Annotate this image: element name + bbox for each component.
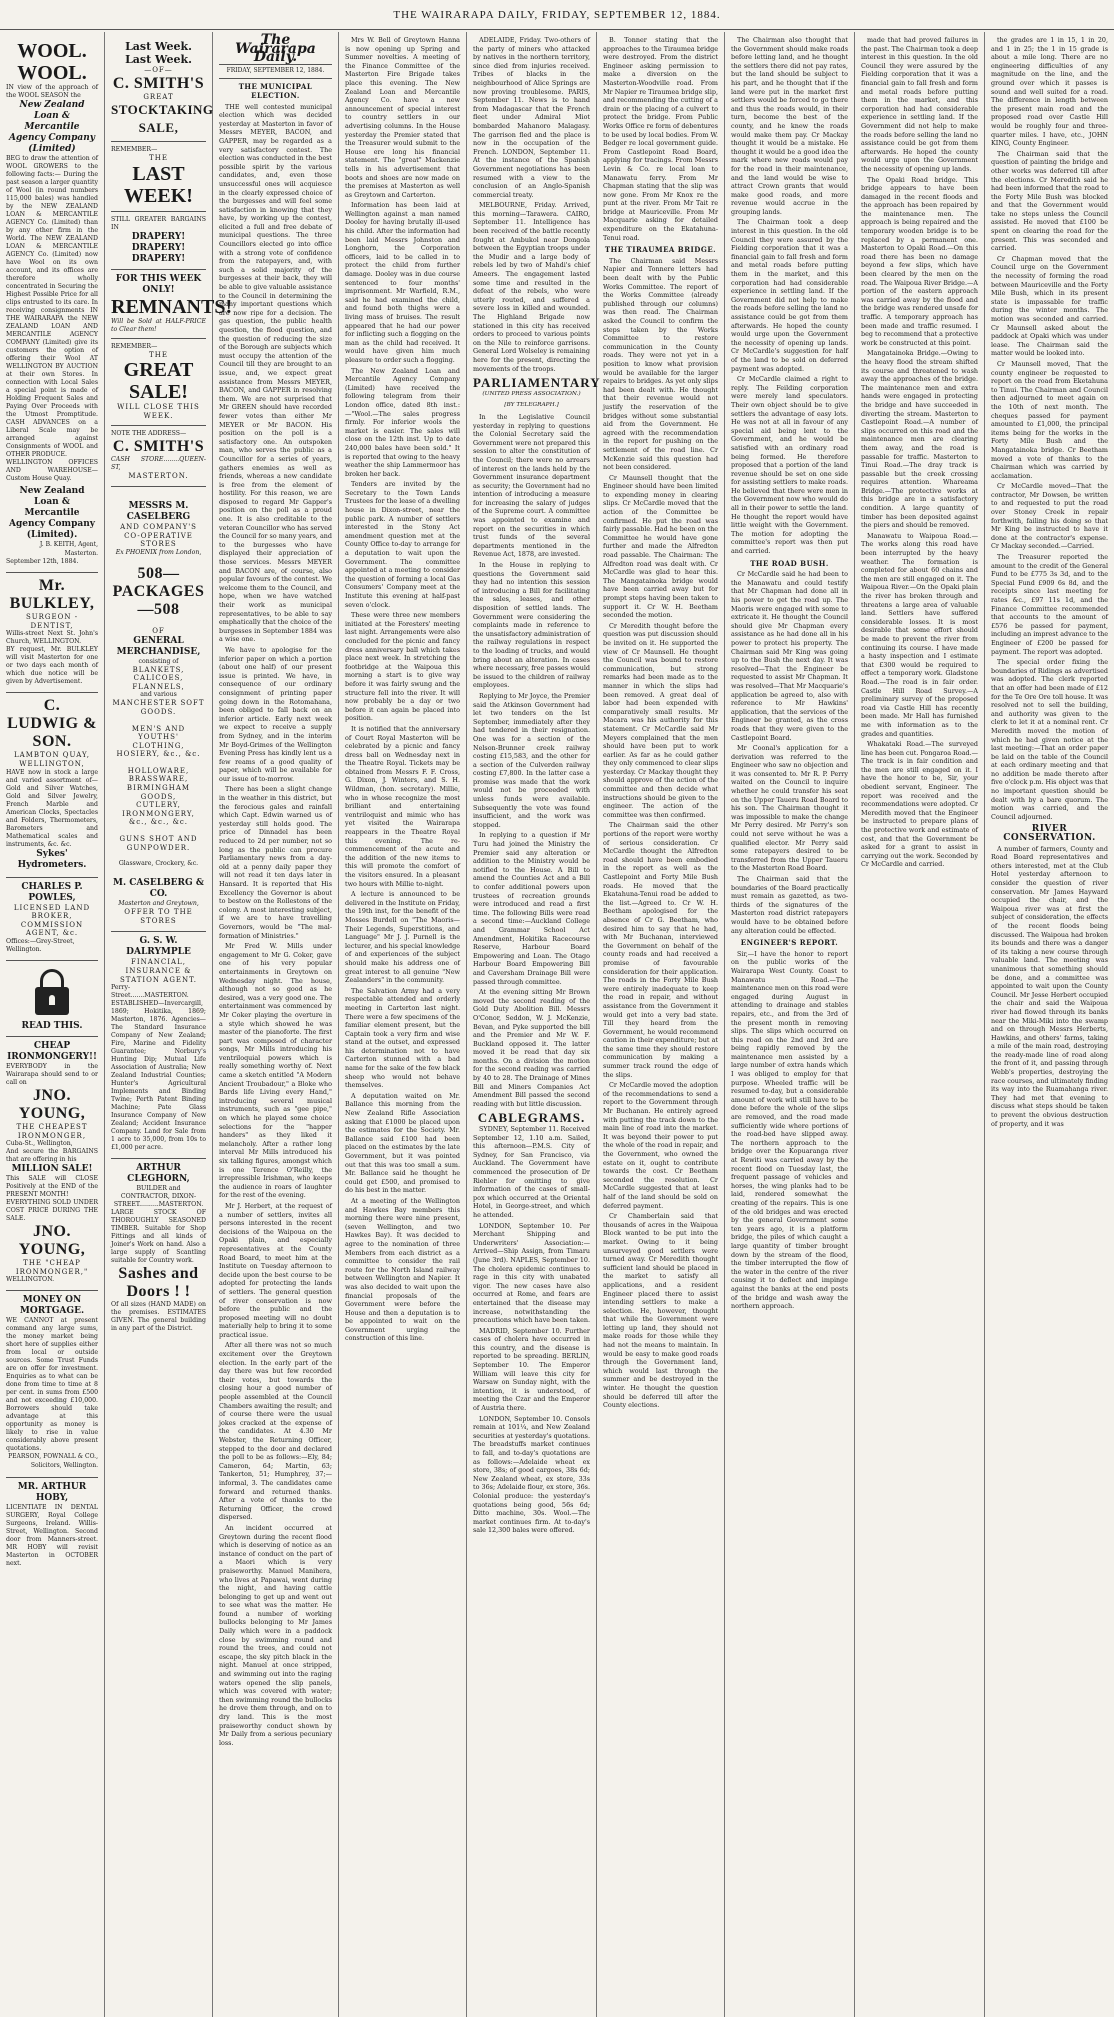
article-paragraph: Mr Coonal's application for a derivation was referred to the Engineer who saw no objection and it was consented to. Mr R. P. Perry waited on the Council to inquire whether he could transfer his seat on the Upper Taueru Road Board to his son. The Chairman thought it was impossible to make the change Mr Perry desired. Mr Perry's son could not serve without he was a qualified elector. Mr Perry said some ratepayers desired to be transferred from the Upper Taueru to the Masterton Road Board. <box>731 744 848 873</box>
money-firm: PEARSON, FOWNALL & CO., Solicitors, Wellington. <box>8 1453 98 1469</box>
column-9-river-conservation <box>985 32 1114 2017</box>
of-2: OF <box>152 626 165 635</box>
note-address: NOTE THE ADDRESS— <box>111 429 187 437</box>
paper-dateline: FRIDAY, SEPTEMBER 12, 1884. <box>219 64 332 76</box>
glassware: Glassware, Crockery, &c. <box>118 860 199 868</box>
read-this: READ THIS. <box>21 1020 83 1031</box>
bulkley-sub: SURGEON - DENTIST, <box>25 613 79 630</box>
article-paragraph: Cr McCardle said he had been to the Manawatu and could testify that Mr Chapman had done all in his power to get the road up. The Maoris were engaged with some to extricate it. He thought the Council should give Mr Chapman every assistance as he had done all in his power to protect his property. The Chairman said Mr King was going up to the Bush the next day. It was resolved—That the Engineer be requested to assist Mr Chapman. It was resolved—That Mr Macquarie's application be agreed to, also with reference to Mr Hawkins' application, that the services of the Engineer be granted, as the cross roads that they were given to the Castlepoint Board. <box>731 570 848 742</box>
article-paragraph: Cr McCardle moved—That the contractor, Mr Dowsen, be written to and requested to put the road over Stoney Creek in repair forthwith, failing his doing so that Mr King be instructed to have it done at the contractor's expense. Cr Mackay seconded.—Carried. <box>991 482 1108 551</box>
article-paragraph: The Opaki Road bridge. This bridge appears to have been damaged in the recent floods and the approach has been repaired by the maintenance men. The approach is being repaired and the temporary wooden bridge is to be replaced by a permanent one. Masterton to Opaki Road.—On this road there has been no damage beyond a few slips, which have been cleared by the men on the road. The Waipoua River Bridge.—A portion of the eastern approach was carried away by the flood and the bridge was rendered unsafe for traffic. A temporary approach has been made and traffic resumed. I beg to recommend that a protective work be constructed at this point. <box>861 175 978 347</box>
article-paragraph: It is notified that the anniversary of Court Royal Masterton will be celebrated by a picnic and fancy dress ball on Wednesday next in the Theatre Royal. Tickets may be obtained from Messrs F. F. Cross, G. Dixon, J. Winters, and S. H. Wildman, (hon. secretary). Millie, who in whose recognize the most brilliant and entertaining ventriloquist and mimic who has yet visited the Wairarapa reappears in the Theatre Royal this evening. The re-commencement of the acute and the addition of the new items to this will promote the comfort of the visitors ensured. In a pleasant two hours with Millie to-night. <box>345 724 460 888</box>
dalrymple-sub: FINANCIAL, INSURANCE & STATION AGENT. <box>119 958 198 984</box>
guns: GUNS SHOT AND GUNPOWDER. <box>119 835 198 852</box>
article-paragraph: Cr McCardle moved the adoption of the recommendations to send a report to the Government through Mr Buchanan. He entirely agreed with putting the track down to the main line of road into the market. It was beyond their power to put the whole of the road in repair, and the Government, who owned the estate on it, ought to contribute towards the cost. Cr Beetham seconded the resolution. Cr McCardle suggested that at least half of the land should be sold on deferred payment. <box>603 1081 718 1210</box>
article-paragraph: Replying to Mr Joyce, the Premier said the Atkinson Government had let two tenders on the Ist September, immediately after they had tendered in their resignation. One was for a section of the Nelson-Brunner creek railway costing £15,583, and the other for a section of the Culverden railway costing £7,800. In the latter case a promise was made that the work would not be proceeded with unless funds were available. Subsequently the vote was found insufficient, and the work was stopped. <box>473 691 590 829</box>
article-paragraph: SYDNEY, September 11. Received September 12, 1.10 a.m. Sailed, this afternoon—P.M.S. City of Sydney, for San Francisco, via Auckland. The Government have commenced the prosecution of Dr Riehler for omitting to give information of the cases of small-pox which occurred at the Oriental Hotel, in George-street, and which he attended. <box>473 1125 590 1219</box>
sashes-body: Of all sizes (HAND MADE) on the premises. ESTIMATES GIVEN. The general building in any part of the District. <box>111 1301 206 1333</box>
smith-of: —OF— <box>144 66 173 74</box>
smith-great: GREAT <box>143 92 174 101</box>
young-close: This SALE will CLOSE Positively at the END of the PRESENT MONTH! <box>6 1175 98 1199</box>
young-title: JNO. YOUNG, <box>18 1086 86 1122</box>
wool-company: New Zealand Loan & Mercantile Agency Company (Limited) <box>9 100 95 154</box>
smith-name-2: C. SMITH'S <box>112 437 205 455</box>
article-paragraph: In the House in replying to questions the Government said they had no intention this session of introducing a Bill for facilitating the sales, leases, and other disposition of settled lands. The Government were considering the complaints made in reference to the unsatisfactory administration of the railway regulations in respect to the loading of trucks, and would bring about an alteration. In cases where necessary, free passes would be issued to the children of railway employees. <box>473 561 590 690</box>
article-paragraph: Information has been laid at Wellington against a man named Dooley for having brutally ill-used his child. After the information had been laid Messrs Johnston and Longhorn, the Corporation officers, laid to be called in to protect the child from further damage. Dooley was in due course sentenced to four months' imprisonment. Mr Warfield, R.M., said he had examined the child, and found both thighs were a living mass of bruises. The result appeared that he had our power for inflicting such a flogging on the man as the child had received. It would have given him much pleasure to order such a flogging. <box>345 201 460 364</box>
large-stock: LARGE STOCK OF THOROUGHLY SEASONED TIMBER. Suitable for Shop Fittings and all kinds of Joiner's Work on hand. Also a large supply of Scantling suitable for Country work. <box>111 1209 206 1265</box>
young-sub-2: THE "CHEAP IRONMONGER," <box>15 1259 89 1276</box>
the-2: THE <box>149 350 168 359</box>
sashes: Sashes and Doors ! ! <box>118 1265 199 1301</box>
article-paragraph: Cr Maunsell moved, That the county engineer be requested to report on the road from Eketahuna to Tinui. The Chairman and Council then adjourned to meet again on the 10th of next month. The cheques passed for payment amounted to £1,000, the principal items being for the works in the Forty Mile Bush and the Mangatainoka bridge. Cr Beetham moved a vote of thanks to the Chairman which was carried by acclamation. <box>991 359 1108 480</box>
article-paragraph: A deputation waited on Mr. Ballance this morning from the New Zealand Rifle Association asking that £1000 be placed upon the estimates for the Society. Mr. Ballance said £100 had been placed on the estimates by the late Government, but it was pointed out that this was too small a sum. Mr. Ballance said he thought he could get £500, and promised to do his best in the matter. <box>345 1091 460 1195</box>
column-3-editorial <box>213 32 339 2017</box>
hollowware: HOLLOWARE, BRASSWARE, <box>127 766 190 784</box>
ludwig-ad <box>6 693 98 877</box>
cash-store: CASH STORE........QUEEN-ST, <box>111 455 206 471</box>
bulkley-title: Mr. BULKLEY, <box>9 577 95 613</box>
powles-sub: LICENSED LAND BROKER, COMMISSION AGENT, &c. <box>13 903 91 938</box>
article-paragraph: Cr Meredith thought before the question was put discussion should be invited on it. He supported the view of Cr Maunsell. He thought the Council was bound to restore communication, but strong remarks had been made as to the manner in which the slips had been removed. A great deal of labor had been expended with comparatively small results. Mr Macara was his authority for this statement. Cr McCardle said Mr Meyers complained that the men should have been put to work earlier. As far as he could gather they only commenced to clear slips yesterday. Cr Mackay thought they should approve of the action of the committee and then decide what instructions should be given to the engineer. The action of the committee was then confirmed. <box>603 621 718 819</box>
young-sale: MILLION SALE! <box>11 1164 93 1175</box>
article-paragraph: LONDON, September 10. Consols remain at 101¼, and New Zealand securities at yesterday's quotations. The breadstuffs market continues to fall, and to-day's quotations are as follows:—Adelaide wheat ex store, 38s; of good cargoes, 38s 6d; New Zealand wheat, ex store, 33s to 36s; Adelaide flour, ex store, 36s. Colonial produce: the yesterday's quotations being good, 56s 6d; Ditto machine, 30s. Wool.—The market continues firm. At to-day's sale 12,300 bales were offered. <box>473 1414 590 1535</box>
article-paragraph: These were three new members initiated at the Foresters' meeting last night. Arrangements were also concluded for the picnic and fancy dress anniversary ball which takes place next week. In stretching the footbridge at the Waipoua this morning a start is to give way before it was fairly swung and the structure fell into the river. It will now probably be a day or two before it can again be placed into position. <box>345 611 460 723</box>
dalrymple-title: G. S. W. DALRYMPLE <box>126 936 191 958</box>
nzl-date: September 12th, 1884. <box>6 558 79 566</box>
last-week-big: LAST WEEK! <box>124 162 193 207</box>
article-paragraph: B. Tonner stating that the approaches to the Tiraumea bridge were destroyed. From the district Engineer asking permission to make a diversion on the Masterton-Woodville road. From Mr Napier re Tiraumea bridge slip, and recommending the cutting of a drain or the placing of a culvert to protect the bridge. From Public Works Office re form of debentures to be used by local bodies. From W. Bedger re local government guide. From Castlepoint Road Board, applying for tracings. From Messrs Levin & Co. re local loan to Manawatu ferry. From Mr Chapman stating that the slip was now gone. From Mr Knox re the punt at the river. From Mr Tait re bridge at Mauriceville. From Mr Macquarie asking for detailed expenditure on the Ekatahuna-Tenui road. <box>603 36 718 242</box>
tiraumea-bridge-heading: THE TIRAUMEA BRIDGE. <box>604 245 717 255</box>
stocktaking-sale: STOCKTAKING SALE, <box>111 102 214 136</box>
bulkley-ad <box>6 573 98 693</box>
blankets: BLANKETS, CALICOES, FLANNELS, <box>132 665 185 691</box>
article-paragraph: Tenders are invited by the Secretary to the Town Lands Trustees for the lease of a dwelling house in Dixon-street, near the public park. A number of settlers interested in the Stony Act amendment question met at the County Office to-day to arrange for a deputation to wait upon the Government. The committee appointed at a meeting to consider the question of forming a local Gas Consumers' Company meet at the Institute this evening at half-past seven o'clock. <box>345 480 460 609</box>
article-paragraph: Cr Maunsell thought that the Engineer should have been limited to expending money in clearing slips. Cr McCardle moved that the action of the Committee be confirmed. He put the road was fairly passable. Had he been on the Committee he would have gone further and made the Alfredton road passable. The Chairman: The Alfredton road was dealt with. Cr McCardle was glad to hear this. The Mangatainoka bridge would have been carried away but for prompt steps having been taken to support it. Cr W. H. Beetham seconded the motion. <box>603 473 718 620</box>
last-week-header: Last Week. Last Week. <box>125 40 192 66</box>
powles-ad <box>6 878 98 961</box>
smith-name: C. SMITH'S <box>112 74 205 92</box>
cleghorn-ad <box>111 1159 206 1339</box>
article-paragraph: At the evening sitting Mr Brown moved the second reading of the Gold Duty Abolition Bill. Messrs O'Conor, Seddon, W. J. McKenzie, Bevan, and Pyke supported the bill and the Premier and Mr W. F. Buckland opposed it. The latter moved it be read that day six months. On a division the motion for the second reading was carried by 40 to 28. The Drainage of Mines Bill and Miners Companies Act Amendment Bill passed the second reading with but little discussion. <box>473 988 590 1108</box>
article-paragraph: Mrs W. Bell of Greytown Hanna is now opening up Spring and Summer novelties. A meeting of the Finance Committee of the Masterton Fire Brigade takes place this evening. The New Zealand Loan and Mercantile Agency Co. have a new announcement of special interest to country settlers in our advertising columns. In the House yesterday the Premier stated that the Treasurer would submit to the House ere long his financial statement. The "great" Mackenzie tells in his advertisement that boots and shoes are now made on the premises at Masterton as well as Greytown and Carterton. <box>345 36 460 199</box>
young-ad <box>6 961 98 1291</box>
smith-masterton: MASTERTON. <box>128 471 189 480</box>
will-close: WILL CLOSE THIS WEEK. <box>117 403 200 420</box>
parliamentary-heading: PARLIAMENTARY <box>473 375 601 391</box>
remember-1: REMEMBER— <box>111 146 158 154</box>
article-paragraph: Cr McCardle claimed a right to reply. The Feilding corporation were merely land speculators. Their own object should be to give settlers the advantage of easy lots. He was not at all in favour of any special aid being lent to the Government, and he would be satisfied with an ordinary road being formed. He therefore proposed that a portion of the land revenue should be set on one side for assisting settlers to make roads. He believed that there were men in the Government now who would do all in their power to settle the land. He thought the report would have little weight with the Government. The motion for adopting the committee's report was then put and carried. <box>731 375 848 556</box>
paper-title: The Wairarapa Daily. <box>235 32 316 66</box>
article-paragraph: THE well contested municipal election which was decided yesterday at Masterton in favor of Messrs MEYER, BACON, and GAPPER, may be regarded as a very satisfactory contest. The election was conducted in the best possible spirit by the various candidates, and, even those unsuccessful ones will acquiesce in the clearly expressed choice of the burgesses and will feel some satisfaction in knowing that they have, by working up the contest, elicited a full and free debate of municipal questions. The three Councillors elected go into office with a strong vote of confidence from the ratepayers, and, with such a solid majority of the burgesses at their back, they will be able to give valuable assistance to the Council in determining the many important questions which are now ripe for a decision. The gas question, the public health question, the flood question, and the question of reducing the size of the Borough are subjects which must occupy the attention of the Council till they are brought to an issue, and, we expect great assistance from Messrs MEYER, BACON, and GAPPER in resolving them. We are not surprised that Mr GREEN should have recorded fewer votes than either Mr MEYER or Mr BACON. His position on the poll is a satisfactory one. An outspoken man, who serves the public as a Councillor for a series of years, gathers enemies as well as friends, whereas a new candidate is free from the element of hostility. For this reason, we are disposed to regard Mr Gapper's position on the poll as a proud one. It is also creditable to the veteran Councillor who has served the Council for so many years, and to the burgesses who have displayed their appreciation of those services. Messrs MEYER and BACON are, of course, also popular favours of the contest. We welcome them to the Council, and hope, when we have watched their work as municipal representatives, to be able to say emphatically that the choice of the burgesses in September 1884 was a wise one. <box>219 102 332 644</box>
river-conservation-heading: RIVER CONSERVATION. <box>1003 824 1096 844</box>
column-7-county-council <box>725 32 855 2017</box>
article-paragraph: Cr Chamberlain said that thousands of acres in the Waipoua Block wanted to be put into the market. Owing to it being unsurveyed good settlers were turned away. Cr Meredith thought sufficient land should be placed in the market to satisfy all applications, and a resident Engineer placed there to assist intending settlers to make a selection. He, however, thought that while the Government were letting up land, they should not make roads for those while they had not the means to maintain. In would be easy to make good roads through the Government land, which would last through the summer and be destroyed in the winter. He thought the question should be deferred till after the County elections. <box>603 1212 718 1410</box>
young-intro: EVERYBODY in the Wairarapa should send to or call on <box>6 1062 98 1086</box>
still-greater: STILL GREATER BARGAINS IN <box>111 215 206 231</box>
money-title: MONEY ON MORTGAGE. <box>19 1295 85 1317</box>
article-paragraph: In the Legislative Council yesterday in replying to questions the Colonial Secretary said the Government were not prepared this session to alter the constitution of the Council; there were no arrears of interest on the lands held by the Government insurance department as security; the Government had no intention of introducing a measure for increasing the salary of judges of the Supreme court. A committee was appointed to examine and report on the securities in which trust funds of the several departments mentioned in the Revenue Act, 1878, are invested. <box>473 412 590 559</box>
newspaper-page <box>0 32 1114 2017</box>
general-merch: GENERAL MERCHANDISE, <box>116 635 201 657</box>
cleghorn-sub: BUILDER and CONTRACTOR, DIXON-STREET..........MASTERTON. <box>113 1185 204 1209</box>
ludwig-footer: Sykes' Hydrometers. <box>17 848 87 870</box>
column-1-ads <box>0 32 105 2017</box>
money-ad <box>6 1291 98 1477</box>
money-body: WE CANNOT at present command any large sums, the money market being short here of supplies either from local or outside sources. Some Trust Funds are on offer for investment. Enquiries as to what can be done from time to time at 8 per cent. in sums from £500 and not exceeding £10,000. Borrowers should take advantage at this opportunity as money is likely to rise in value considerably above present quotations. <box>6 1317 98 1453</box>
smith-sale-ad <box>111 36 233 487</box>
hoby-title: MR. ARTHUR HOBY, <box>17 1481 87 1503</box>
article-paragraph: Mr Fred W. Mills under engagement to Mr G. Coker, gave one of his very popular entertainments in Greytown on Wednesday night. The house, although not so good as he desired, was a very good one. The entertainment was commenced by Mr Coker playing the overture in a style which showed he was master of the pianoforte. The first part was composed of character songs, Mr Mills introducing his ventriloquial powers which is really something worthy of. Next came a sketch entitled "A Modern Ancient Troubadour," a Bloke who Bards life Living every Hand," introducing several musical instruments, such as "gee pipe," on which he played some choice selections for the "happer handers" as they liked it melancholy. After a rather long interval Mr Mills introduced his six talking figures, amongst which is one Terence O'Reilly, the irrepressible Irishman, who keeps the audience in roars of laughter for the rest of the evening. <box>219 942 332 1200</box>
bulkley-body: BY request, Mr. BULKLEY will visit Masterton for one or two days each month of which due notice will be given by Advertisement. <box>6 646 98 686</box>
article-paragraph: MELBOURNE, Friday. Arrived, this morning—Tarawera. CAIRO, September 11. Intelligence has been received of the battle recently fought at Ambukol near Dongola between the Egyptian troops under the Mudir and a large body of rebels led by two of Mahdi's chief Ameers. The engagement lasted some time and resulted in the defeat of the rebels, who were utterly routed, and suffered a severe loss in killed and wounded. The Highland Brigade now stationed in this city has received orders to proceed to various points on the Nile to reinforce garrisons. General Lord Wolseley is remaining here for the present, directing the movements of the troops. <box>473 201 590 373</box>
birmingham: BIRMINGHAM GOODS, <box>126 784 191 801</box>
ludwig-sub: LAMBTON QUAY, WELLINGTON, <box>14 751 90 768</box>
dalrymple-ad <box>111 932 206 1159</box>
column-4-local-news <box>339 32 467 2017</box>
masthead <box>0 0 1114 30</box>
engineers-report-heading: ENGINEER'S REPORT. <box>740 938 839 948</box>
article-paragraph: The Chairman also thought that the Government should make roads before letting land, and he thought the settlers there did not pay rates, but the land should be subject to his part, and he thought that if the land were put in the market first settlers would be forced to go there and thus the roads would, in their turn, become the best of the county, and he knew the roads would make them pay. Cr Mackay thought it would be a mistake. He thought it would be a good idea the mark where new roads would pay for the road in their maintenance, and the land would be wise to attract Crown grants that would make good roads, and more revenue would accrue in the grouping lands. <box>731 36 848 216</box>
hosiery: HOSIERY, &c., &c. <box>116 750 201 759</box>
manchester: MANCHESTER SOFT GOODS. <box>112 699 205 716</box>
wool-footer: WELLINGTON OFFICES AND WAREHOUSE— Custom House Quay. <box>6 459 98 482</box>
article-paragraph: The Chairman took a deep interest in this question. In the old Council they were assured by the Fielding corporation that it was a financial gain to fall fresh and form and metal roads before putting them in the market, and this corporation had had considerable experience in settling land. If the Government did not help to make the roads before selling the land no assistance could be got from them afterwards. He hoped the county would urge upon the Government the necessity of opening up lands. Cr McCardle's suggestion for half of the land to be sold on deferred payment was adopted. <box>731 218 848 373</box>
wool-body: BEG to draw the attention of WOOL GROWERS to the following facts:— During the past season a larger quantity of Wool (in round numbers 115,000 bales) was handled by the NEW ZEALAND LOAN & MERCANTILE AGENCY Co. (Limited) than by any other firm in the World. The NEW ZEALAND LOAN & MERCANTILE AGENCY Co. (Limited) now have Wool on its own account, and its offices are therefore wholly concentrated in Securing the Highest Possible Price for all clips entrusted to its care. In receiving consignments IN THE WAIRARAPA the NEW ZEALAND LOAN AND MERCANTILE AGENCY COMPANY (Limited) give its customers the option of offering their Wool AT WELLINGTON BY AUCTION at their own Stores. In connection with Local Sales a special point is made of Holding Frequent Sales and Paying Over Proceeds with the Utmost Promptitude. CASH ADVANCES on a Liberal Scale may be arranged against Consignments of WOOL and OTHER PRODUCE. <box>6 155 98 458</box>
consisting: consisting of <box>138 657 179 665</box>
nzl-agent: J. B. KEITH, Agent, Masterton. <box>39 541 98 557</box>
article-paragraph: The Chairman said that the question of painting the bridge and other works was deferred till after the elections. Cr Meredith said he had been informed that the road to the Forty Mile Bush was blocked and that the Government would take no steps unless the Council assisted. He moved that £100 be spent on clearing the road for the present. This was seconded and carried. <box>991 149 1108 253</box>
cleghorn-title: ARTHUR CLEGHORN, <box>127 1163 190 1185</box>
article-paragraph: Whakataki Road.—The surveyed line has been cut. Pongaroa Road.—The track is in fair condition and the men are still engaged on it. I have the honor to be, Sir, your obedient servant, Engineer. The report was received and the recommendations were adopted. Cr Meredith moved that the Engineer be instructed to prepare plans of the protective work and estimate of cost, and that the Government be asked for a grant to assist in carrying out the work. Seconded by Cr McCardle and carried. <box>861 740 979 869</box>
great-sale: GREAT SALE! <box>123 359 194 404</box>
article-paragraph: the grades are 1 in 15, 1 in 20, and 1 in 25; the 1 in 15 grade is about a mile long. There are no engineering difficulties of any magnitude on the line, and the ground over which it passes is sound and well suited for a road. The difference in length between the present main road and the proposed road over Castle Hill would be roughly four and three-quarter miles. I have, etc., JOHN KING, County Engineer. <box>991 36 1108 148</box>
article-paragraph: We have to apologise for the inferior paper on which a portion (about one half) of our present issue is printed. We have, in consequence of our ordinary consignment of printing paper going down in the Rotomahana, been obliged to fall back on an inferior article. Early next week we expect to receive a supply from Sydney, and in the interim Mr Boyd-Grimes of the Wellington Evening Press has kindly lent us a few reams of a good quality of paper, which will be available for our issue of to-morrow. <box>219 645 332 783</box>
article-paragraph: After all there was not so much excitement over the Greytown election. In the early part of the day there was but few recorded their votes, but towards the closing hour a good number of people assembled at the Council Chambers awaiting the result; and of course there were the usual jokes cracked at the expense of the candidates. At 4.30 Mr Webster, the Returning Officer, stepped to the door and declared the poll to be as follows:—Ely, 84; Cameron, 64; Martin, 63; Tankerton, 51; Humphrey, 37;—informal, 3. The candidates came forward and returned thanks. After a vote of thanks to the Returning Officer, the crowd dispersed. <box>219 1341 332 1522</box>
caselberg-ad <box>111 487 206 932</box>
article-paragraph: Sir,—I have the honor to report on the public works of the Wairarapa West County. Coast to Manawatu Road.—The maintenance men on this road were engaged during August in attending to drainage and stables repairs, etc., and from the 3rd of the present month in removing slips. The slips which occurred on this road on the 2nd and 3rd are being rapidly removed by the maintenance men assisted by a large number of extra hands which I was obliged to employ for that purpose. Wheeled traffic will be resumed to-day, but a considerable amount of work will still have to be done before the whole of the slips are removed, and the road made sufficiently wide where portions of the road-bed have slipped away. The northern approach to the bridge over the Kopuaranga river at Rewiti was carried away by the recent flood on Tuesday last, the frequent passage of vehicles and horses, the wing planks had to be laid, rendered somewhat the creating of the repairs. This is one of the old bridges and was erected by the general Government some ten years ago, it is a platform bridge, the piles of which caught a large quantity of timber brought down by the stream of the flood, the timber interrupted the flow of the water in the centre of the river causing it to deflect and impinge against the banks at the end posts of the bridge and wash away the northern approach. <box>731 949 848 1311</box>
column-2-ads <box>105 32 233 2017</box>
article-paragraph: At a meeting of the Wellington and Hawkes Bay members this morning there were nine present, (seven Wellington, and two Hawkes Bay). It was decided to agree to the nomination of three Members from each district as a committee to consider the rail route for the North Island railway between Wellington and Napier. It was also decided to wait upon the financial proposals of the Government were before the House and then a deputation is to be appointed to wait on the Government urging the construction of this line. <box>345 1196 460 1343</box>
article-paragraph: Mangatainoka Bridge.—Owing to the heavy flood the stream shifted its course and threatened to wash away the approaches of the bridge. The maintenance men and extra hands were engaged in protecting the bridge and have succeeded in diverting the stream. Masterton to Castlepoint Road.—A number of slips occurred on this road and the maintenance men are clearing them away, and the road is passable for traffic. Masterton to Tinui Road.—The dray track is passable but the creek crossing requires attention. Whareama Bridge.—The protective works at this bridge are in a satisfactory condition. A large quantity of timber has been deposited against the piers and should be removed. <box>861 349 978 530</box>
mens-clothing: MEN'S AND YOUTHS' CLOTHING, <box>131 724 186 750</box>
wool-intro: IN view of the approach of the WOOL SEASON the <box>6 84 98 99</box>
the-1: THE <box>149 154 168 163</box>
hoby-body: LICENTIATE IN DENTAL SURGERY, Royal College Surgeons, Ireland. Willis-Street, Wellington. Second door from Manners-street. MR HOBY will revisit Masterton in OCTOBER next. <box>6 1503 98 1567</box>
article-paragraph: An incident occurred at Greytown during the recent flood which is deserving of notice as an instance of conduct on the part of a Maori which is very praiseworthy. Manuel Manihera, who lives at Papawai, went during the night, and having cattle belonging to get up and went out to see what was the matter. He found a number of working bullocks belonging to Mr James Daily which were in a paddock close by swimming round and round the trees, and could not escape, the sky pitch black in the night. Manuel at once stripped, and swimming out into the raging waters opened the slip panels, which was covered with water; then swimming round the bullocks he drove them through, and on to dry land. This is the most praiseworthy conduct shown by Mr Daily from a serious pecuniary loss. <box>219 1523 332 1747</box>
young-title-2: JNO. YOUNG, <box>18 1223 86 1259</box>
article-paragraph: The Salvation Army had a very respectable attended and orderly meeting in Carterton last night. There were a few specimens of the familiar element present, but the Captain took a very firm and wise stand at the outset, and expressed his determination not to have Carterton stunned with a bad name for the sake of the few black sheep who would not behave themselves. <box>345 986 460 1090</box>
article-paragraph: made that had proved failures in the past. The Chairman took a deep interest in this question. In the old Council they were assured by the Fielding corporation that it was a financial gain to fall fresh and form and metal roads before putting them in the market, and this corporation had had considerable experience in settling land. If the Government did not help to make the roads before selling the land no assistance could be got from them afterwards. He hoped the county would urge upon the Government the necessity of opening up lands. <box>861 36 978 173</box>
parliamentary-source: (UNITED PRESS ASSOCIATION.) <box>482 390 581 397</box>
drapery: DRAPERY! DRAPERY! DRAPERY! <box>131 231 186 264</box>
bulkley-addr: Willis-street Next St. John's Church, WELLINGTON. <box>6 630 98 646</box>
article-paragraph: LONDON, September 10. Per Merchant Shipping and Underwriters' Association:—Arrived—Ship Assign, from Timaru (June 3rd). NAPLES, September 10. The cholera epidemic continues to rage in this city with unabated vigor. The new cases have also occurred at Rome, and fears are entertained that the disease may increase, notwithstanding the precautions which have been taken. <box>473 1221 591 1325</box>
powles-addr: Offices:—Grey-Street, Wellington. <box>6 937 75 953</box>
article-paragraph: Mr J. Herbert, at the request of a number of settlers, invites all persons interested in the recent decisions of the Waipoua on the Opaki plain, and especially representatives at the County Road Board, to meet him at the Institute on Tuesday afternoon to decide upon the best course to be adopted for protecting the lands of settlers. The general question of river conservation is now before the public and the proposed meeting will no doubt materially help to bring it to some practical issue. <box>219 1201 332 1339</box>
article-paragraph: The Treasurer reported the amount to the credit of the General Fund to be £775 3s 3d, and to the Special Fund £909 6s 8d, and the receipts since last meeting for rates &c., £97 11s 1d, and the Finance Committee recommended that accounts to the amount of £576 be passed for payment, including an imprest advance to the Engineer of £200 be passed for payment. The report was adopted. <box>991 553 1108 656</box>
cooperative: CO-OPERATIVE STORES <box>124 531 193 549</box>
young-everything: EVERYTHING SOLD UNDER COST PRICE DURING THE SALE. <box>6 1199 98 1223</box>
masthead-title: THE WAIRARAPA DAILY, FRIDAY, SEPTEMBER 12, 1884. <box>393 8 721 21</box>
road-bush-heading: THE ROAD BUSH. <box>750 558 829 568</box>
article-paragraph: Cr Chapman moved that the Council urge on the Government the necessity of forming the road between Mauriceville and the Forty Mile Bush, which in its present state is impassable for traffic during the winter months. The motion was seconded and carried. Cr Maunsell asked about the paddock at Opaki which was under lease. The Chairman said the matter would be looked into. <box>991 254 1108 358</box>
article-paragraph: The Chairman said the other portions of the report were worthy of serious consideration. Cr McCardle thought the Alfredton road should have been embodied in the report as well as the Castlepoint and Forty Mile Bush roads. He moved that the Ekatahuna-Tenui road be added to the list.—Agreed to. Cr W. H. Beetham apologised for the absence of Cr G. Beetham, who desired him to say that he had, with Mr Buchanan, interviewed the Government on behalf of the county roads and had received a promise of favourable consideration for their application. The roads in the Forty Mile Bush were entirely inadequate to keep the road in repair, and without assistance from the Government it would get into a very bad state. Till they heard from the Government, he would recommend caution in their expenditure; but at the same time they should restore communication by making a summer track round the edge of the slips. <box>603 821 718 1079</box>
column-6-county-council <box>597 32 725 2017</box>
etc: &c., &c., &c. <box>128 818 189 827</box>
young-addr: Cuba-St., Wellington, <box>6 1140 73 1148</box>
various: and various <box>140 691 177 699</box>
cheap-ironmongery: CHEAP IRONMONGERY!! <box>7 1040 97 1062</box>
paper-header <box>219 32 332 79</box>
powles-title: CHARLES P. POWLES, <box>21 881 83 903</box>
ludwig-body: HAVE now in stock a large and varied assortment of— Gold and Silver Watches, Gold and Silver Jewelry, French Marble and American Clocks, Spectacles and Folders, Thermometers, Barometers and Mathematical scales and instruments, &c. &c. <box>6 768 98 848</box>
municipal-election-heading: THE MUNICIPAL ELECTION. <box>238 82 313 100</box>
padlock-icon <box>32 969 72 1017</box>
this-week-only: FOR THIS WEEK ONLY! <box>115 273 202 295</box>
young-sub: THE CHEAPEST IRONMONGER, <box>16 1122 88 1140</box>
caselberg-co: AND COMPANY'S <box>120 523 197 532</box>
cablegrams-heading: CABLEGRAMS. <box>477 1110 586 1126</box>
remnants: REMNANTS! <box>111 295 233 318</box>
article-paragraph: The New Zealand Loan and Mercantile Agency Company (Limited) have received the following telegram from their London office, dated 8th inst.:—"Wool.—The sales progress firmly. For inferior wools the market is easier. The sales will close on the 12th inst. Up to date 240,000 bales have been sold." It is reported that owing to the heavy weather the ship Lammermoor has broken her back. <box>345 366 460 478</box>
article-paragraph: The special order fixing the boundaries of Ridings as advertised was adopted. The clerk reported that an offer had been made of £12 for the Te Ore Ore toll house. It was resolved not to sell the building, and authority was given to the clerk to let it at a nominal rent. Cr Meredith moved the motion of which he had given notice at the last meeting:—That an order paper be laid on the table of the Council at each ordinary meeting and that no addition be made thereto after five o'clock p.m. His object was that no important question should be dealt with by a bare quorum. The motion was carried, and the Council adjourned. <box>991 658 1109 821</box>
article-paragraph: The Chairman said Messrs Napier and Tonnere letters had been dealt with by the Public Works Committee. The report of the Works Committee (already published through our columns) was then read. The Chairman asked the Council to confirm the steps taken by the Works Committee to restore communication in the County roads. They were not yet in a position to know what provision would be available for the larger repairs to bridges. As yet only slips had been dealt with. He thought that their revenue would not justify the reservation of the bridges without some substantial aid from the Government. He agreed with the recommendation in the report for pushing on the settlement of the road line. Cr McKenzie said this question had not been considered. <box>603 256 718 472</box>
ludwig-title: C. LUDWIG & SON. <box>7 697 97 751</box>
half-price: Will be Sold at HALF-PRICE to Clear them! <box>111 317 206 333</box>
column-5-telegrams <box>467 32 601 2017</box>
column-8-engineers-report <box>855 32 985 2017</box>
caselberg-2-loc: Masterton and Greytown, <box>118 900 199 908</box>
young-city-2: WELLINGTON. <box>6 1276 55 1284</box>
hoby-ad <box>6 1478 98 1574</box>
article-paragraph: A number of farmers, County and Road Board representatives and others interested, met at the Club Hotel yesterday afternoon to consider the question of river conservation. Mr James Hayward occupied the chair, and the Waipoua river was at first the subject of consideration, the effects of the recent floods being discussed. The Waipoua had broken its bounds and there was a danger of its taking a new course through valuable land. The meeting was unanimous that something should be done, and a committee was appointed to wait upon the County Council. Mr Jesse Herbert occupied the chair and said the Waipoua river had flowed through its banks near the Miki-Miki into the swamp and on through Messrs Herberts, Hawkins, and others' farms, taking a mile of the main road, destroying the ready-made line of road along the front of it, and passing through Webb's properties, destroying the race courses, and ultimately finding its way into the Ruamahanga river. They had met that evening to discuss what steps should be taken to prevent the obvious destruction of property, and it was <box>991 844 1108 1128</box>
wool-title: WOOL. WOOL. <box>17 40 87 84</box>
article-paragraph: MADRID, September 10. Further cases of cholera have occurred in this country, and the disease is reported to be spreading. BERLIN, September 10. The Emperor William will leave this city for Warsaw on Sunday night, with the intention, it is understood, of meeting the Czar and the Emperor of Austria there. <box>473 1326 590 1413</box>
caselberg-2: M. CASELBERG & CO. <box>113 878 204 900</box>
remember-2: REMEMBER— <box>111 342 158 350</box>
parliamentary-telegraph: [BY TELEGRAPH.] <box>504 402 559 409</box>
article-paragraph: There has been a slight change in the weather in this district, but the ferocious gales and rainfall which Capt. Edwin warned us of yesterday still holds good. The price of Dinnadel has been reduced to 2d per number, not so long as the public can procure Parliamentary news from a day-old at a penny daily paper they will not read it ten days later in Hansard. It is reported that His Excellency the Governor is about to bestow on the Rollestons of the colony. A most interesting subject, if we are to have travelling Governors, would be "The mal-formation of Ministries." <box>219 785 332 940</box>
article-paragraph: Manawatu to Waipoua Road.—The works along this road have been interrupted by the heavy weather. The formation is completed for about 60 chains and the men are still engaged on it. The Waipoua River.—On the Opaki plain the river has broken through and threatens a large area of valuable land. Settlers have suffered considerable losses. It is most desirable that some effort should be made to prevent the river from continuing its course. I have made a hasty inspection and I estimate that £300 would be required to effect a temporary work. Gladstone Road.—The road is in fair order. Castle Hill Road Survey.—A preliminary survey of the proposed road via Castle Hill has recently been made. Mr Hall has furnished me with information as to the grades and quantities. <box>861 531 978 738</box>
wool-ad <box>6 36 98 573</box>
article-paragraph: In replying to a question if Mr Turu had joined the Ministry the Premier said any alteration or addition to the Ministry would be notified to the House. A Bill to amend the Counties Act and a Bill to confer additional powers upon trustees of recreation grounds were introduced and read a first time. The following Bills were read a second time:—Auckland College and Grammar School Act Amendment, Hokitika Racecourse Reserve, Harbour Board Empowering and Loan. The Otago Harbour Board Empowering Bill and Caversham Drainage Bill were passed through committee. <box>473 831 590 986</box>
phoenix: Ex PHOENIX from London, <box>115 548 202 556</box>
young-body: And secure the BARGAINS that are offering in his <box>6 1148 98 1164</box>
dalrymple-body: Perry-Street.......MASTERTON. ESTABLISHED—Invercargill, 1869; Hokitika, 1869; Masterton, 1876. Agencies—The Standard Insurance Company of New Zealand; Fire, Marine and Fidelity Guarantee; Norbury's Hunting Dip; Mutual Life Association of Australia; New Zealand Industrial Counties; Hunter's Agricultural Implements and Binding Twine; Perth Patent Binding Machine; Pate Glass Insurance Company of New Zealand; Accident Insurance Company. Land for Sale from 1 acre to 35,000, from 10s to £1,000 per acre. <box>111 984 206 1152</box>
article-paragraph: A lecture is announced to be delivered in the Institute on Friday, the 19th inst, for the benefit of the Mosses Burdell on "The Maoris—Their Legends, Superstitions, and Language" Mr J. J. Purnell is the lecturer, and his special knowledge of and experiences of the subject should make his address one of great interest to all genuine "New Zealanders" in the community. <box>345 890 460 985</box>
packages: 508—PACKAGES—508 <box>112 564 205 618</box>
cutlery: CUTLERY, IRONMONGERY, <box>122 801 195 818</box>
article-paragraph: ADELAIDE, Friday. Two-others of the party of miners who attacked by natives in the northern territory, since died from injuries received. Tribes of blacks in the neighbourhood of Alice Springs are now proving troublesome. PARIS, September 11. News is to hand from Madagascar that the French fleet under Admiral Miot bombarded Mahanoro Malagasy. The garrison fled and the place is now in the occupation of the French. LONDON, September 11. At the instance of the Spanish Government negotiations has been resumed with a view to the conclusion of an Anglo-Spanish commercial treaty. <box>473 36 590 199</box>
nzl-title: New Zealand Loan & Mercantile Agency Company (Limited). <box>9 486 95 540</box>
article-paragraph: The Chairman said that the boundaries of the Board practically must remain as gazetted, as two-thirds of the signatures of the Masterton road district ratepayers would have to be obtained before any alteration could be effected. <box>731 875 848 935</box>
caselberg-title: MESSRS M. CASELBERG <box>126 501 191 523</box>
caselberg-2-body: OFFER TO THE STORES <box>124 908 193 925</box>
